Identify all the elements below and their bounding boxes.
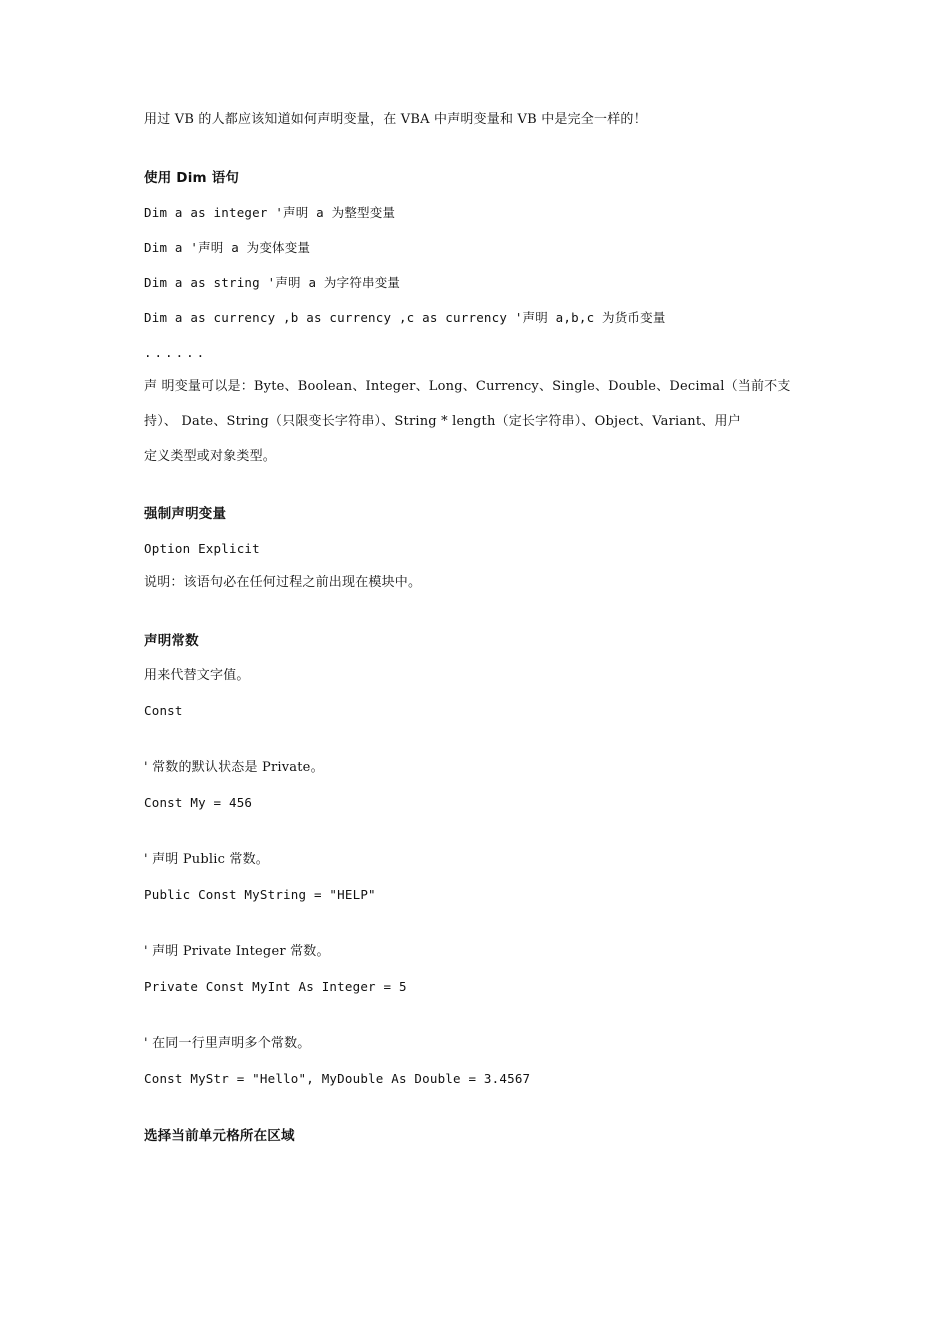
heading-declare-constants: 声明常数	[144, 633, 199, 649]
const-comment-default-private: ' 常数的默认状态是 Private。	[144, 760, 324, 775]
ellipsis-line: ......	[144, 345, 208, 360]
code-line-dim-currency: Dim a as currency ,b as currency ,c as currency '声明 a,b,c 为货币变量	[144, 310, 666, 325]
option-explicit-note: 说明：该语句必在任何过程之前出现在模块中。	[144, 575, 422, 590]
const-keyword: Const	[144, 703, 183, 718]
const-code-mystring: Public Const MyString = "HELP"	[144, 887, 376, 902]
types-paragraph-line-1: 声 明变量可以是：Byte、Boolean、Integer、Long、Currency、Single、Double、Decimal（当前不支	[144, 379, 791, 394]
code-line-dim-string: Dim a as string '声明 a 为字符串变量	[144, 275, 401, 290]
intro-paragraph: 用过 VB 的人都应该知道如何声明变量，在 VBA 中声明变量和 VB 中是完全一样的！	[144, 112, 647, 127]
heading-select-current-region: 选择当前单元格所在区域	[144, 1128, 295, 1144]
const-code-myint: Private Const MyInt As Integer = 5	[144, 979, 407, 994]
const-comment-private-integer: ' 声明 Private Integer 常数。	[144, 944, 330, 959]
code-option-explicit: Option Explicit	[144, 541, 260, 556]
code-line-dim-variant: Dim a '声明 a 为变体变量	[144, 240, 311, 255]
const-comment-public: ' 声明 Public 常数。	[144, 852, 270, 867]
const-code-my: Const My = 456	[144, 795, 253, 810]
const-comment-multiple: ' 在同一行里声明多个常数。	[144, 1036, 311, 1051]
const-description: 用来代替文字值。	[144, 668, 250, 683]
const-code-multiple: Const MyStr = "Hello", MyDouble As Double = 3.4567	[144, 1071, 531, 1086]
code-line-dim-integer: Dim a as integer '声明 a 为整型变量	[144, 205, 396, 220]
heading-dim-statement: 使用 Dim 语句	[144, 170, 240, 186]
heading-option-explicit: 强制声明变量	[144, 506, 227, 522]
types-paragraph-line-2: 持）、 Date、String（只限变长字符串）、String * length（定长字符串）、Object、Variant、用户	[144, 414, 741, 429]
types-paragraph-line-3: 定义类型或对象类型。	[144, 449, 277, 464]
